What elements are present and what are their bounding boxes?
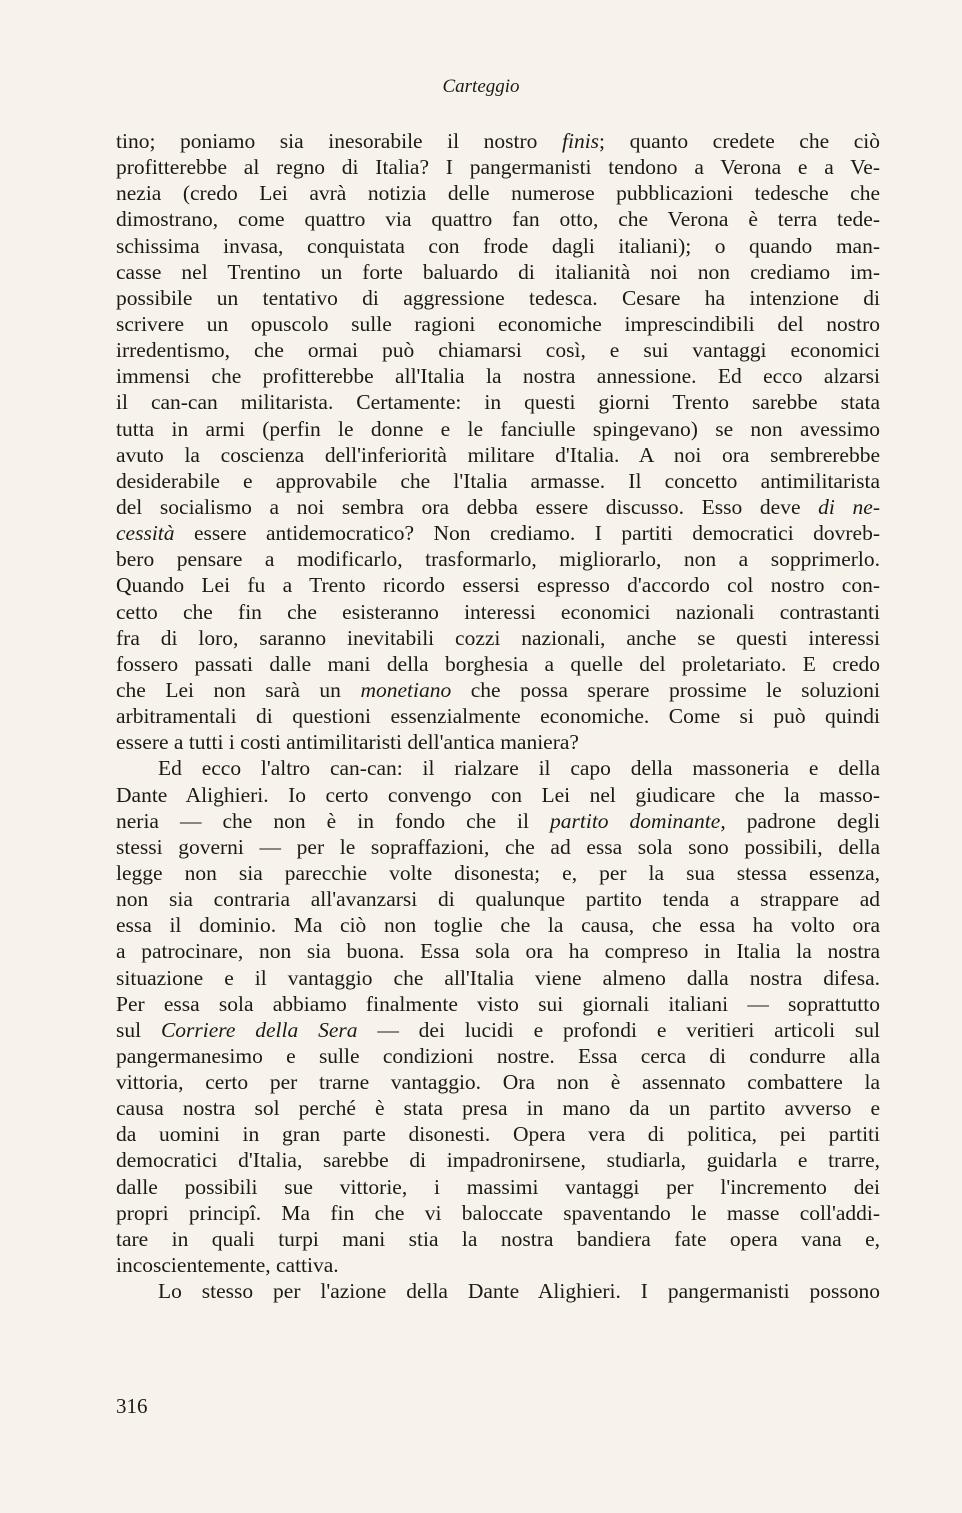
text-line: che Lei non sarà un monetiano che possa sperare prossime le soluzioni (116, 677, 881, 702)
text-line: Dante Alighieri. Io certo convengo con Lei nel giudicare che la masso- (116, 782, 880, 807)
italic-text: cessità (116, 521, 175, 546)
text-line: fossero passati dalle mani della borghesia a quelle del proletariato. E credo (116, 651, 880, 676)
text-line: scrivere un opuscolo sulle ragioni economiche imprescindibili del nostro (116, 311, 880, 336)
italic-text: monetiano (360, 677, 452, 702)
text-line: non sia contraria all'avanzarsi di qualunque partito tenda a strappare ad (116, 887, 880, 912)
text-line: fra di loro, saranno inevitabili cozzi nazionali, anche se questi interessi (116, 625, 880, 650)
text-line: causa nostra sol perché è stata presa in mano da un partito avverso e (116, 1096, 880, 1121)
italic-text: partito dominante (550, 808, 721, 833)
text-line: immensi che profitterebbe all'Italia la nostra annessione. Ed ecco alzarsi (116, 364, 880, 389)
italic-text: Corriere della Sera (160, 1017, 358, 1042)
text-line: stessi governi — per le sopraffazioni, che ad essa sola sono possibili, della (116, 834, 880, 859)
text-line: nezia (credo Lei avrà notizia delle numerose pubblicazioni tedesche che (116, 181, 880, 206)
text-line: desiderabile e approvabile che l'Italia armasse. Il concetto antimilitarista (116, 468, 880, 493)
text-line: a patrocinare, non sia buona. Essa sola ora ha compreso in Italia la nostra (116, 939, 880, 964)
text-line: dimostrano, come quattro via quattro fan otto, che Verona è terra tede- (116, 207, 880, 232)
text-line: Quando Lei fu a Trento ricordo essersi espresso d'accordo col nostro con- (116, 573, 880, 598)
text-line: essa il dominio. Ma ciò non toglie che la causa, che essa ha volto ora (116, 913, 880, 938)
text-line: vittoria, certo per trarne vantaggio. Ora non è assennato combattere la (116, 1070, 880, 1095)
text-line: possibile un tentativo di aggressione tedesca. Cesare ha intenzione di (116, 285, 880, 310)
text-line: Per essa sola abbiamo finalmente visto sui giornali italiani — soprattutto (116, 991, 880, 1016)
text-line: del socialismo a noi sembra ora debba essere discusso. Esso deve di ne- (116, 494, 880, 519)
text-line: irredentismo, che ormai può chiamarsi così, e sui vantaggi economici (116, 338, 880, 363)
text-line: schissima invasa, conquistata con frode dagli italiani); o quando man- (116, 233, 880, 258)
text-line: sul Corriere della Sera — dei lucidi e profondi e veritieri articoli sul (116, 1017, 880, 1042)
text-line: cessità essere antidemocratico? Non crediamo. I partiti democratici dovreb- (116, 521, 880, 546)
text-line: legge non sia parecchie volte disonesta; e, per la sua stessa essenza, (116, 860, 880, 885)
text-line: avuto la coscienza dell'inferiorità militare d'Italia. A noi ora sembrerebbe (116, 442, 880, 467)
text-line: Lo stesso per l'azione della Dante Alighieri. I pangermanisti possono (158, 1279, 880, 1304)
text-line: bero pensare a modificarlo, trasformarlo, migliorarlo, non a sopprimerlo. (116, 547, 880, 572)
text-line: cetto che fin che esisteranno interessi economici nazionali contrastanti (116, 599, 880, 624)
text-line: dalle possibili sue vittorie, i massimi vantaggi per l'incremento dei (116, 1174, 880, 1199)
text-line: il can-can militarista. Certamente: in questi giorni Trento sarebbe stata (116, 390, 880, 415)
text-line: situazione e il vantaggio che all'Italia viene almeno dalla nostra difesa. (116, 965, 880, 990)
text-line: Ed ecco l'altro can-can: il rialzare il capo della massoneria e della (158, 756, 880, 781)
text-line: arbitramentali di questioni essenzialmente economiche. Come si può quindi (116, 704, 880, 729)
page-number: 316 (116, 1394, 148, 1418)
text-line: essere a tutti i costi antimilitaristi dell'antica maniera? (116, 730, 579, 755)
text-line: tutta in armi (perfin le donne e le fanciulle spingevano) se non avessimo (116, 416, 880, 441)
text-line: neria — che non è in fondo che il partito dominante, padrone degli (116, 808, 880, 833)
text-line: tare in quali turpi mani stia la nostra bandiera fate opera vana e, (116, 1226, 880, 1251)
running-head: Carteggio (442, 76, 520, 97)
text-line: incoscientemente, cattiva. (116, 1253, 339, 1278)
italic-text: di ne- (818, 494, 880, 519)
text-line: pangermanesimo e sulle condizioni nostre. Essa cerca di condurre alla (116, 1043, 880, 1068)
text-line: casse nel Trentino un forte baluardo di italianità noi non crediamo im- (116, 259, 880, 284)
text-line: propri principî. Ma fin che vi baloccate spaventando le masse coll'addi- (116, 1200, 880, 1225)
italic-text: finis (562, 129, 600, 153)
text-line: profitterebbe al regno di Italia? I pangermanisti tendono a Verona e a Ve- (116, 155, 880, 180)
text-line: tino; poniamo sia inesorabile il nostro finis; quanto credete che ciò (116, 129, 880, 153)
text-line: da uomini in gran parte disonesti. Opera vera di politica, pei partiti (116, 1122, 880, 1147)
letter-body-text (116, 128, 880, 1304)
text-line: democratici d'Italia, sarebbe di impadronirsene, studiarla, guidarla e trarre, (116, 1148, 880, 1173)
